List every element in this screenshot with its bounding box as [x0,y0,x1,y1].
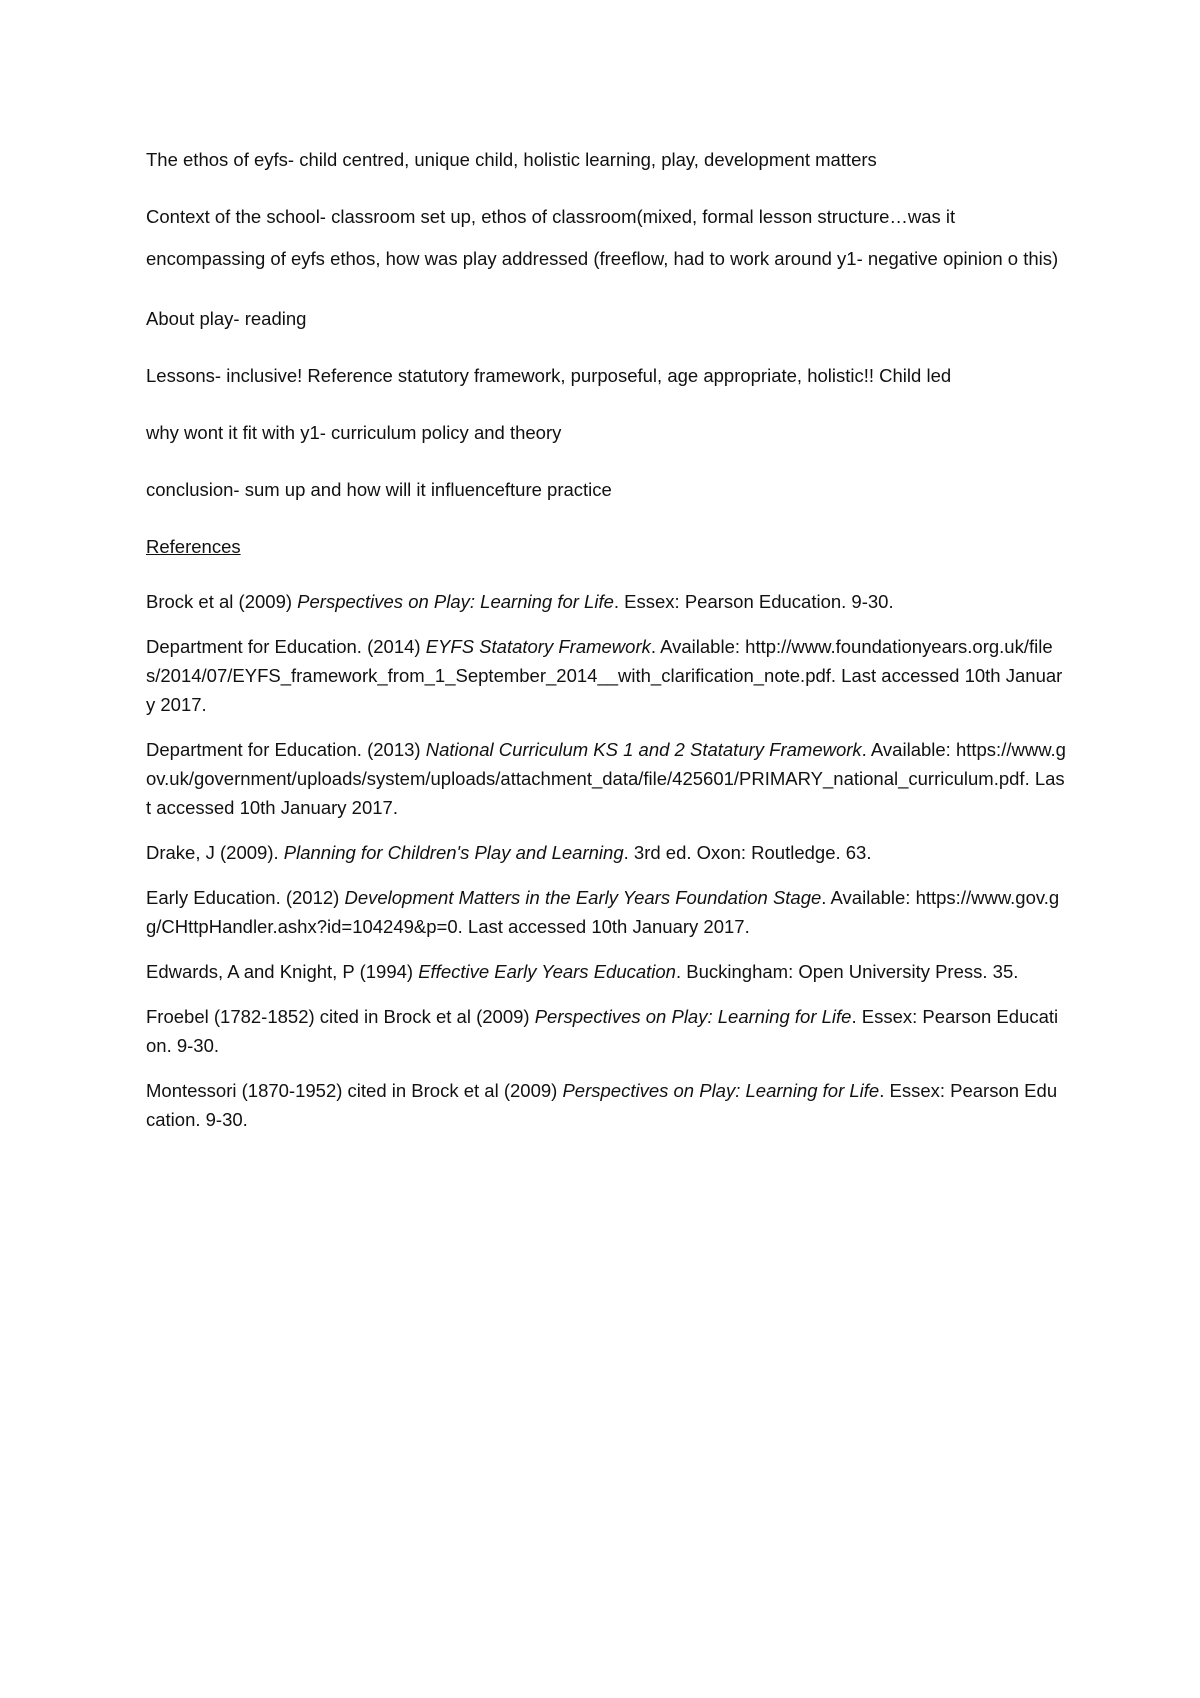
note-context: Context of the school- classroom set up, ethos of classroom(mixed, formal lesson structure…was it encompassing of eyfs ethos, how was play addressed (freeflow, had to work around y1- negative opinion o this) [146,206,1059,269]
note-about-play: About play- reading [146,308,307,329]
document-body [146,145,1066,1150]
reference-list [146,587,1066,1134]
reference-item: Edwards, A and Knight, P (1994) Effective Early Years Education. Buckingham: Open University Press. 35. [146,961,1019,982]
note-ethos: The ethos of eyfs- child centred, unique child, holistic learning, play, development matters [146,149,877,170]
reference-title: EYFS Statatory Framework [425,636,651,657]
reference-item: Department for Education. (2014) EYFS Statatory Framework. Available: http://www.foundationyears.org.uk/files/2014/07/EYFS_framework_from_1_September_2014__with_clarification_note.pdf. Last accessed 10th January 2017. [146,636,1063,715]
note-conclusion: conclusion- sum up and how will it influencefture practice [146,479,612,500]
reference-item: Department for Education. (2013) National Curriculum KS 1 and 2 Statatury Framework. Available: https://www.gov.uk/government/uploads/system/uploads/attachment_data/file/425601/PRIMARY_national_curriculum.pdf. Last accessed 10th January 2017. [146,739,1066,818]
reference-title: Planning for Children's Play and Learning [283,842,624,863]
reference-item: Brock et al (2009) Perspectives on Play: Learning for Life. Essex: Pearson Education. 9-30. [146,591,894,612]
reference-title: Perspectives on Play: Learning for Life [534,1006,852,1027]
reference-title: Perspectives on Play: Learning for Life [297,591,614,612]
note-lessons: Lessons- inclusive! Reference statutory framework, purposeful, age appropriate, holistic!! Child led [146,365,952,386]
references-heading: References [146,536,241,557]
reference-title: Perspectives on Play: Learning for Life [562,1080,880,1101]
reference-item: Early Education. (2012) Development Matters in the Early Years Foundation Stage. Available: https://www.gov.gg/CHttpHandler.ashx?id=104249&p=0. Last accessed 10th January 2017. [146,887,1060,937]
essay-plan-notes [146,145,1066,504]
reference-title: Effective Early Years Education [418,961,676,982]
reference-title: National Curriculum KS 1 and 2 Statatury Framework [425,739,862,760]
reference-title: Development Matters in the Early Years Foundation Stage [344,887,822,908]
reference-item: Drake, J (2009). Planning for Children's Play and Learning. 3rd ed. Oxon: Routledge. 63. [146,842,872,863]
note-y1-fit: why wont it fit with y1- curriculum policy and theory [146,422,562,443]
reference-item: Froebel (1782-1852) cited in Brock et al (2009) Perspectives on Play: Learning for Life. Essex: Pearson Education. 9-30. [146,1006,1059,1056]
reference-item: Montessori (1870-1952) cited in Brock et al (2009) Perspectives on Play: Learning for Life. Essex: Pearson Education. 9-30. [146,1080,1058,1130]
